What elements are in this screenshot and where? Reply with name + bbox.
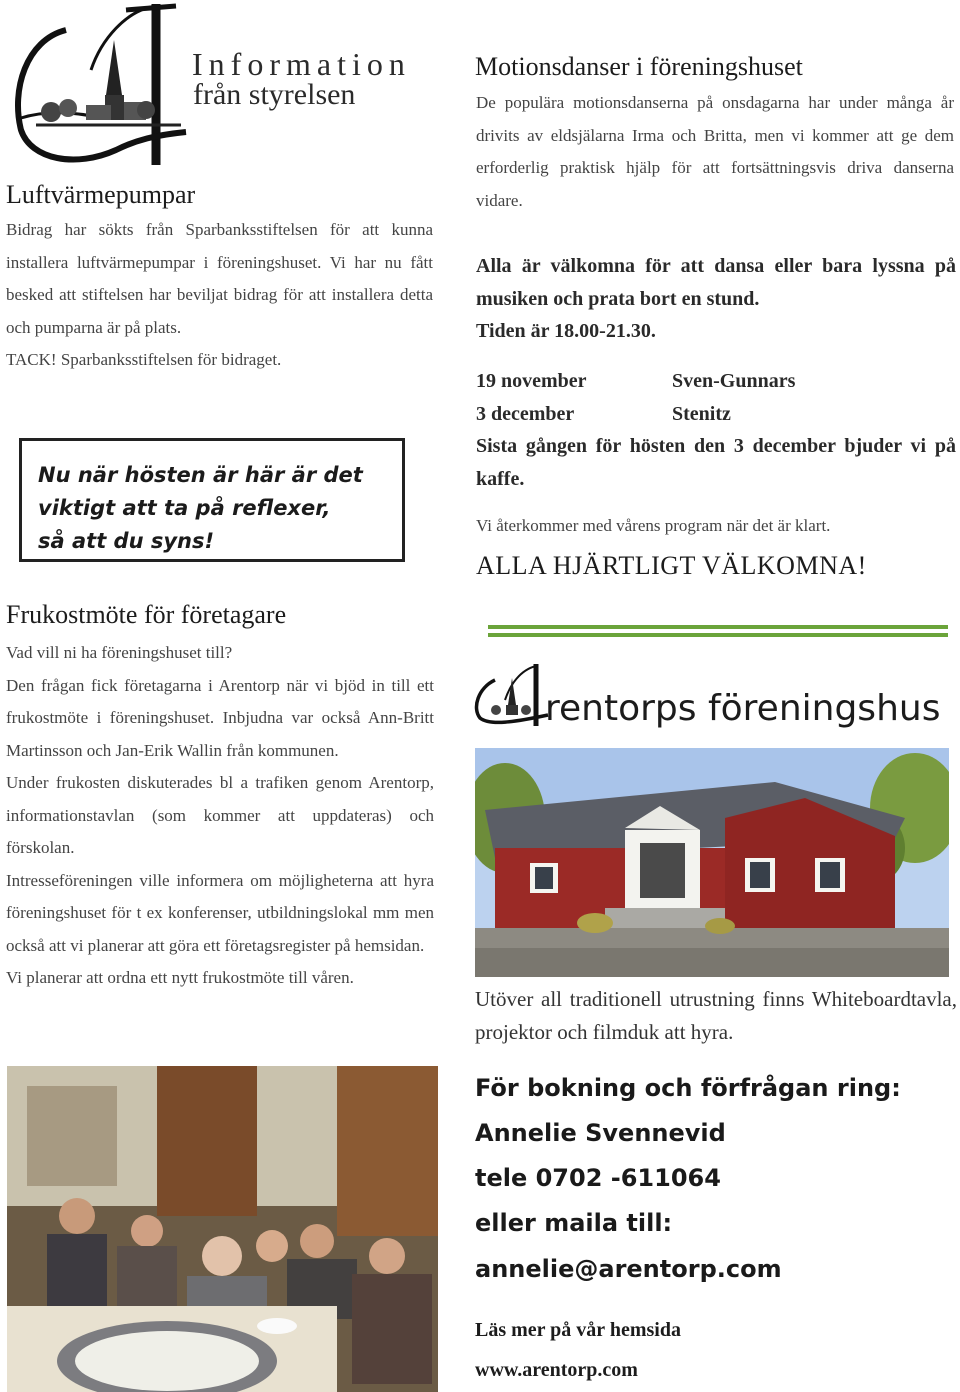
luftvarme-thanks: TACK! Sparbanksstiftelsen för bidraget. [6,350,282,369]
schedule-date: 19 november [476,370,587,392]
motion-text: De populära motionsdanserna på onsdagarna har under många år drivits av eldsjälarna Irma och Britta, men vi kommer att ge dem erforderlig praktisk hjälp för att fortsättningsvis driva danserna vidare. [476,93,954,210]
frukost-paragraph: Intresseföreningen ville informera om möjligheterna att hyra föreningshuset för t ex konferenser, utbildningslokal mm men också att vi planerar att göra ett företagsregister på hemsidan. [6,870,434,955]
frukost-paragraph: Under frukosten diskuterades bl a trafiken genom Arentorp, informationstavlan (som kommer att uppdateras) och förskolan. [6,773,434,857]
schedule-band: Sven-Gunnars [672,370,796,392]
green-divider [488,622,948,640]
booking-label: För bokning och förfrågan ring: [475,1074,901,1102]
schedule-date: 3 december [476,402,575,425]
motion-bold-section [476,250,956,348]
reflex-notice-box [19,438,405,562]
arentorp-logo-icon [470,660,550,730]
hall-name: rentorps föreningshus [545,688,941,729]
header-title: Information [192,46,411,82]
motion-time: Tiden är 18.00-21.30. [476,320,656,342]
header-subtitle: från styrelsen [193,78,356,111]
luftvarme-section [6,214,433,377]
community-hall-photo [475,748,949,977]
contact-phone: tele 0702 -611064 [475,1164,721,1192]
mail-label: eller maila till: [475,1209,673,1237]
coffee-note: Sista gången för hösten den 3 december bjuder vi på kaffe. [476,435,956,490]
frukost-paragraph: Den frågan fick företagarna i Arentorp när vi bjöd in till ett frukostmöte i föreningshuset. Inbjudna var också Ann-Britt Martinsson och Jan-Erik Wallin från kommunen. [6,675,434,760]
schedule-row [476,398,956,431]
website-link[interactable]: www.arentorp.com [475,1359,638,1381]
notice-line: viktigt att ta på reflexer, [38,496,331,520]
frukost-paragraph: Vi planerar att ordna ett nytt frukostmöte till våren. [6,968,354,987]
luftvarme-text: Bidrag har sökts från Sparbanksstiftelsen för att kunna installera luftvärmepumpar i föreningshuset. Vi har nu fått besked att stiftelsen har beviljat bidrag för att installera detta och pumparna är på plats. [6,220,433,337]
schedule-row [476,365,956,398]
equipment-text: Utöver all traditionell utrustning finns Whiteboardtavla, projektor och filmduk att hyra. [475,987,957,1044]
frukost-question: Vad vill ni ha föreningshuset till? [6,643,233,662]
website-label: Läs mer på vår hemsida [475,1319,681,1341]
frukost-section [6,637,434,995]
contact-email[interactable]: annelie@arentorp.com [475,1255,782,1283]
notice-line: så att du syns! [38,529,215,553]
breakfast-meeting-photo [7,1066,438,1392]
notice-line: Nu när hösten är här är det [38,463,363,487]
return-note: Vi återkommer med vårens program när det är klart. [476,516,831,535]
contact-name: Annelie Svennevid [475,1119,726,1147]
schedule-band: Stenitz [672,402,731,425]
frukost-heading: Frukostmöte för företagare [6,600,287,629]
motion-heading: Motionsdanser i föreningshuset [475,52,803,81]
dance-schedule [476,365,956,430]
luftvarme-heading: Luftvärmepumpar [6,180,196,209]
motion-welcome-text: Alla är välkomna för att dansa eller bara lyssna på musiken och prata bort en stund. [476,255,956,310]
church-logo [6,0,188,170]
welcome-banner: ALLA HJÄRTLIGT VÄLKOMNA! [476,551,867,580]
